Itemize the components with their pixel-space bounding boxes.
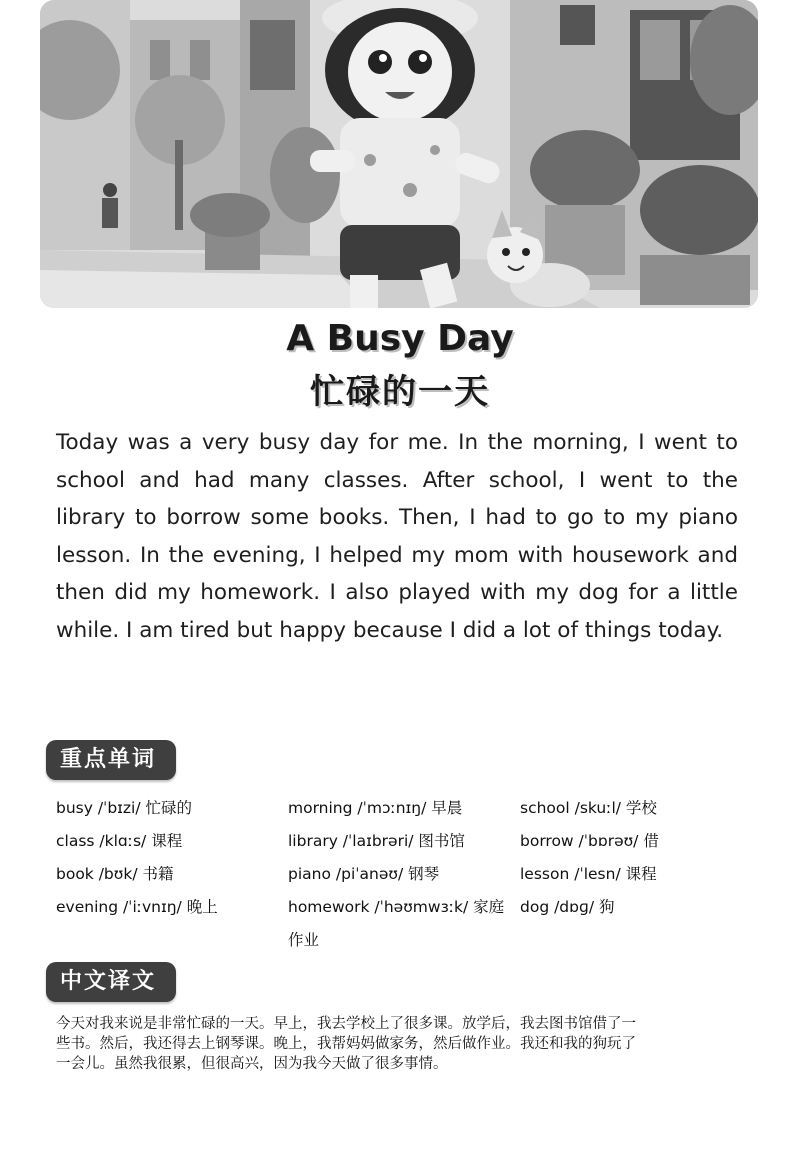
vocab-item: dog /dɒɡ/ 狗 bbox=[520, 898, 615, 916]
vocab-item: school /skuːl/ 学校 bbox=[520, 799, 657, 817]
vocab-item: lesson /ˈlesn/ 课程 bbox=[520, 865, 657, 883]
vocab-item: class /klɑːs/ 课程 bbox=[56, 832, 183, 850]
vocabulary-heading: 重点单词 bbox=[46, 740, 176, 780]
translation-paragraph: 今天对我来说是非常忙碌的一天。早上，我去学校上了很多课。放学后，我去图书馆借了一些书。然后，我还得去上钢琴课。晚上，我帮妈妈做家务，然后做作业。我还和我的狗玩了一会儿。虽然我很累，但很高兴，因为我今天做了很多事情。 bbox=[56, 1016, 636, 1072]
vocabulary-column-3 bbox=[520, 792, 748, 924]
story-paragraph: Today was a very busy day for me. In the morning, I went to school and had many classes. After school, I went to the library to borrow some books. Then, I had to go to my piano lesson. In the evening, I helped my mom with housework and then did my homework. I also played with my dog for a little while. I am tired but happy because I did a lot of things today. bbox=[56, 430, 738, 643]
hero-illustration bbox=[40, 0, 758, 308]
translation-heading: 中文译文 bbox=[46, 962, 176, 1002]
vocab-item: busy /ˈbɪzi/ 忙碌的 bbox=[56, 799, 193, 817]
vocab-item: evening /ˈiːvnɪŋ/ 晚上 bbox=[56, 898, 218, 916]
vocab-item: library /ˈlaɪbrəri/ 图书馆 bbox=[288, 832, 465, 850]
title-english: A Busy Day bbox=[286, 318, 514, 359]
vocabulary-column-1 bbox=[56, 792, 284, 924]
vocab-item: piano /piˈanəʊ/ 钢琴 bbox=[288, 865, 440, 883]
vocab-item: morning /ˈmɔːnɪŋ/ 早晨 bbox=[288, 799, 463, 817]
vocabulary-column-2 bbox=[288, 792, 516, 957]
title-chinese: 忙碌的一天 bbox=[310, 372, 490, 412]
vocab-item: homework /ˈhəʊmwɜːk/ 家庭作业 bbox=[288, 898, 505, 949]
vocab-item: book /bʊk/ 书籍 bbox=[56, 865, 174, 883]
vocab-item: borrow /ˈbɒrəʊ/ 借 bbox=[520, 832, 659, 850]
